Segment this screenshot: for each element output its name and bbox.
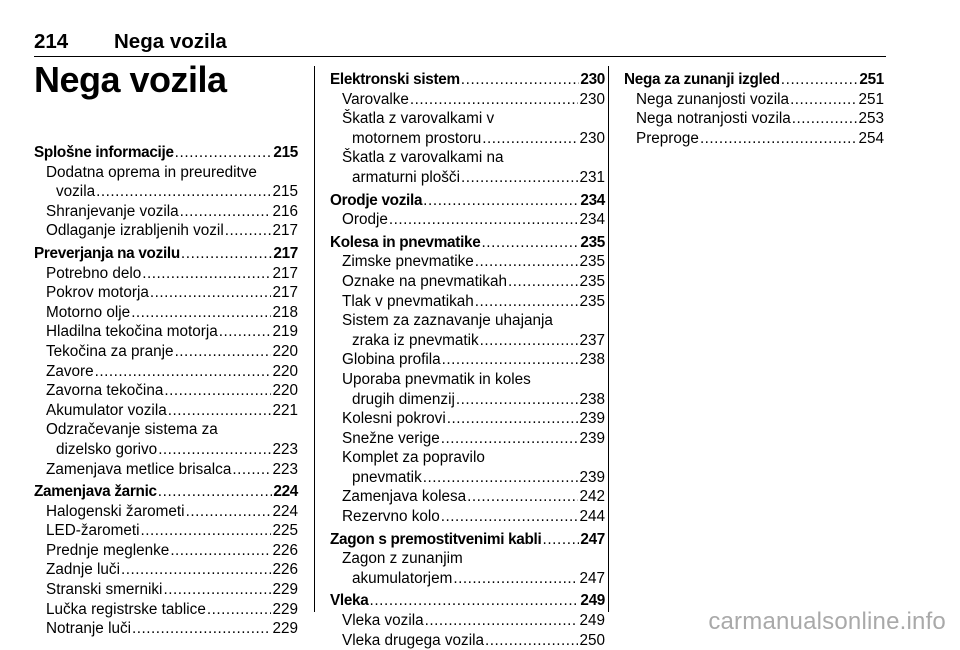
toc-entry-label: Tekočina za pranje bbox=[46, 342, 174, 360]
toc-leader-dots bbox=[170, 541, 271, 561]
toc-leader-dots bbox=[480, 331, 579, 351]
toc-page-number: 219 bbox=[272, 323, 298, 341]
toc-entry-label: Stranski smerniki bbox=[46, 581, 163, 599]
toc-entry-label: armaturni plošči bbox=[352, 168, 460, 186]
toc-entry-label[interactable]: Škatla z varovalkami v bbox=[342, 110, 495, 128]
toc-page-number: 235 bbox=[579, 253, 605, 271]
toc-entry-label: Splošne informacije bbox=[34, 144, 174, 161]
toc-leader-dots bbox=[790, 90, 857, 110]
toc-entry-label: akumulatorjem bbox=[352, 569, 453, 587]
toc-page-number: 217 bbox=[272, 264, 298, 282]
toc-leader-dots bbox=[181, 244, 272, 264]
toc-entry[interactable] bbox=[330, 350, 605, 370]
toc-page-number: 220 bbox=[272, 342, 298, 360]
toc-leader-dots bbox=[142, 264, 271, 284]
toc-page-number: 242 bbox=[579, 488, 605, 506]
toc-leader-dots bbox=[232, 460, 271, 480]
toc-leader-dots bbox=[442, 350, 579, 370]
toc-entry-label: Shranjevanje vozila bbox=[46, 202, 179, 220]
toc-leader-dots bbox=[132, 619, 271, 639]
toc-page-number: 221 bbox=[272, 401, 298, 419]
toc-leader-dots bbox=[225, 221, 272, 241]
toc-page-number: 239 bbox=[579, 429, 605, 447]
toc-page-number: 223 bbox=[272, 440, 298, 458]
toc-leader-dots bbox=[121, 560, 271, 580]
toc-entry-label: Zimske pnevmatike bbox=[342, 253, 474, 271]
toc-page-number: 254 bbox=[858, 129, 884, 147]
toc-entry-label: Prednje meglenke bbox=[46, 541, 170, 559]
toc-column-1 bbox=[34, 143, 298, 639]
toc-leader-dots bbox=[485, 631, 578, 650]
toc-leader-dots bbox=[482, 129, 578, 149]
toc-leader-dots bbox=[481, 233, 579, 253]
toc-leader-dots bbox=[175, 143, 273, 163]
toc-entry[interactable] bbox=[330, 429, 605, 449]
toc-leader-dots bbox=[475, 252, 579, 272]
toc-page-number: 229 bbox=[272, 600, 298, 618]
toc-section-entry[interactable] bbox=[34, 143, 298, 163]
toc-entry[interactable] bbox=[624, 109, 884, 129]
toc-entry-label: Zagon s premostitvenimi kabli bbox=[330, 530, 542, 548]
toc-section-entry[interactable] bbox=[330, 530, 605, 550]
toc-entry-label: Preverjanja na vozilu bbox=[34, 244, 180, 262]
toc-page-number: 226 bbox=[272, 561, 298, 579]
toc-section-entry[interactable] bbox=[330, 191, 605, 211]
toc-leader-dots bbox=[207, 600, 272, 620]
toc-entry-label: Halogenski žarometi bbox=[46, 502, 185, 520]
toc-leader-dots bbox=[131, 303, 271, 323]
chapter-title: Nega vozila bbox=[34, 59, 227, 100]
toc-page-number: 249 bbox=[580, 592, 605, 610]
toc-page-number: 231 bbox=[579, 168, 605, 186]
toc-entry-label[interactable]: Uporaba pnevmatik in koles bbox=[342, 370, 531, 388]
column-divider bbox=[608, 66, 609, 612]
toc-page-number: 223 bbox=[272, 460, 298, 478]
toc-entry-label: Zavorna tekočina bbox=[46, 382, 164, 400]
toc-leader-dots bbox=[700, 129, 858, 149]
toc-leader-dots bbox=[542, 530, 579, 550]
toc-entry-label: Zavore bbox=[46, 362, 94, 380]
toc-page-number: 251 bbox=[858, 90, 884, 108]
toc-section-entry[interactable] bbox=[330, 70, 605, 90]
toc-leader-dots bbox=[158, 482, 273, 502]
toc-entry-label: Vleka bbox=[330, 592, 369, 610]
toc-page-number: 234 bbox=[580, 191, 605, 209]
toc-entry-label: LED-žarometi bbox=[46, 522, 140, 540]
toc-leader-dots bbox=[461, 70, 580, 90]
toc-entry[interactable] bbox=[330, 168, 605, 188]
toc-page-number: 215 bbox=[272, 183, 298, 201]
toc-leader-dots bbox=[441, 429, 579, 449]
toc-leader-dots bbox=[168, 401, 272, 421]
toc-entry[interactable] bbox=[330, 468, 605, 488]
toc-leader-dots bbox=[781, 70, 859, 90]
toc-leader-dots bbox=[164, 381, 271, 401]
watermark: carmanualsonline.info bbox=[708, 608, 946, 635]
toc-page-number: 235 bbox=[580, 233, 605, 251]
toc-page-number: 229 bbox=[272, 620, 298, 638]
toc-entry-label: Rezervno kolo bbox=[342, 508, 440, 526]
toc-entry[interactable] bbox=[34, 322, 298, 342]
toc-leader-dots bbox=[441, 507, 579, 527]
toc-entry-label: Orodje bbox=[342, 211, 388, 229]
toc-page-number: 244 bbox=[579, 508, 605, 526]
toc-entry[interactable] bbox=[34, 541, 298, 561]
toc-page-number: 218 bbox=[272, 303, 298, 321]
toc-leader-dots bbox=[447, 409, 579, 429]
toc-page-number: 217 bbox=[273, 244, 298, 262]
toc-entry-label: Orodje vozila bbox=[330, 191, 423, 209]
toc-page-number: 230 bbox=[579, 129, 605, 147]
header-title: Nega vozila bbox=[114, 30, 227, 53]
toc-page-number: 238 bbox=[579, 390, 605, 408]
toc-leader-dots bbox=[425, 611, 579, 631]
toc-section-entry[interactable] bbox=[34, 482, 298, 502]
toc-entry[interactable] bbox=[34, 619, 298, 639]
toc-entry[interactable] bbox=[34, 600, 298, 620]
toc-entry-label: Kolesni pokrovi bbox=[342, 410, 446, 428]
toc-entry-label: Hladilna tekočina motorja bbox=[46, 323, 218, 341]
toc-entry-label: zraka iz pnevmatik bbox=[352, 331, 479, 349]
column-divider bbox=[314, 66, 315, 612]
toc-entry-label: Zamenjava kolesa bbox=[342, 488, 467, 506]
toc-entry[interactable] bbox=[34, 283, 298, 303]
toc-entry-label[interactable]: Sistem za zaznavanje uhajanja bbox=[342, 312, 553, 330]
toc-entry-label: Oznake na pnevmatikah bbox=[342, 272, 507, 290]
toc-leader-dots bbox=[150, 283, 272, 303]
toc-entry-label: Vleka drugega vozila bbox=[342, 631, 485, 649]
toc-entry[interactable] bbox=[34, 362, 298, 382]
toc-leader-dots bbox=[163, 580, 271, 600]
toc-entry-label: Odlaganje izrabljenih vozil bbox=[46, 222, 224, 240]
toc-page-number: 224 bbox=[272, 502, 298, 520]
toc-page-number: 225 bbox=[272, 522, 298, 540]
toc-entry[interactable] bbox=[330, 409, 605, 429]
toc-page-number: 237 bbox=[579, 331, 605, 349]
toc-entry[interactable] bbox=[34, 460, 298, 480]
toc-leader-dots bbox=[475, 292, 579, 312]
toc-page-number: 253 bbox=[858, 110, 884, 128]
toc-entry-label: dizelsko gorivo bbox=[56, 440, 158, 458]
toc-entry[interactable] bbox=[34, 521, 298, 541]
toc-page-number: 249 bbox=[579, 612, 605, 630]
toc-entry-label: vozila bbox=[56, 183, 96, 201]
toc-entry[interactable] bbox=[330, 210, 605, 230]
toc-entry[interactable] bbox=[330, 129, 605, 149]
toc-entry-label: Preproge bbox=[636, 129, 699, 147]
toc-entry-label: Zadnje luči bbox=[46, 561, 120, 579]
toc-entry-label: Zamenjava metlice brisalca bbox=[46, 460, 232, 478]
toc-page-number: 238 bbox=[579, 351, 605, 369]
toc-column-2 bbox=[330, 70, 605, 650]
toc-entry-label: Lučka registrske tablice bbox=[46, 600, 206, 618]
toc-leader-dots bbox=[508, 272, 579, 292]
toc-leader-dots bbox=[453, 569, 578, 589]
toc-entry-label: Nega za zunanji izgled bbox=[624, 71, 780, 88]
toc-section-entry[interactable] bbox=[624, 70, 884, 90]
toc-page-number: 216 bbox=[272, 202, 298, 220]
toc-entry-label: Nega zunanjosti vozila bbox=[636, 90, 790, 108]
toc-entry[interactable] bbox=[624, 90, 884, 110]
toc-entry-label[interactable]: Škatla z varovalkami na bbox=[342, 149, 504, 167]
toc-leader-dots bbox=[792, 109, 858, 129]
toc-entry[interactable] bbox=[34, 502, 298, 522]
toc-entry-label[interactable]: Zagon z zunanjim bbox=[342, 550, 463, 568]
toc-entry[interactable] bbox=[34, 401, 298, 421]
toc-entry[interactable] bbox=[34, 182, 298, 202]
toc-entry[interactable] bbox=[34, 580, 298, 600]
toc-entry-label: Nega notranjosti vozila bbox=[636, 110, 791, 128]
toc-page-number: 230 bbox=[579, 90, 605, 108]
toc-leader-dots bbox=[186, 502, 272, 522]
toc-entry[interactable] bbox=[330, 569, 605, 589]
toc-entry-label: Potrebno delo bbox=[46, 264, 142, 282]
toc-leader-dots bbox=[219, 322, 272, 342]
toc-entry[interactable] bbox=[34, 440, 298, 460]
toc-page-number: 235 bbox=[579, 292, 605, 310]
page-number: 214 bbox=[34, 30, 69, 53]
toc-entry[interactable] bbox=[34, 381, 298, 401]
toc-entry-label: Varovalke bbox=[342, 90, 409, 108]
toc-entry-label: pnevmatik bbox=[352, 468, 422, 486]
toc-entry[interactable] bbox=[330, 507, 605, 527]
toc-leader-dots bbox=[423, 191, 579, 211]
toc-entry[interactable] bbox=[34, 264, 298, 284]
toc-entry[interactable] bbox=[330, 90, 605, 110]
toc-page-number: 217 bbox=[272, 284, 298, 302]
toc-entry-label: Elektronski sistem bbox=[330, 71, 460, 88]
toc-entry-label: Pokrov motorja bbox=[46, 284, 149, 302]
toc-entry[interactable] bbox=[330, 272, 605, 292]
toc-leader-dots bbox=[180, 202, 272, 222]
toc-entry[interactable] bbox=[34, 303, 298, 323]
toc-entry[interactable] bbox=[330, 390, 605, 410]
toc-leader-dots bbox=[141, 521, 272, 541]
toc-page-number: 230 bbox=[580, 71, 605, 88]
toc-leader-dots bbox=[423, 468, 579, 488]
toc-entry-label: Zamenjava žarnic bbox=[34, 483, 157, 501]
toc-leader-dots bbox=[410, 90, 579, 110]
toc-page-number: 235 bbox=[579, 272, 605, 290]
toc-entry-label: Vleka vozila bbox=[342, 612, 424, 630]
toc-entry-label: Kolesa in pnevmatike bbox=[330, 233, 481, 251]
toc-page-number: 247 bbox=[579, 569, 605, 587]
toc-leader-dots bbox=[467, 487, 578, 507]
toc-entry[interactable] bbox=[330, 631, 605, 650]
toc-entry[interactable] bbox=[34, 342, 298, 362]
toc-page-number: 247 bbox=[580, 530, 605, 548]
toc-page-number: 224 bbox=[273, 483, 298, 501]
toc-entry[interactable] bbox=[330, 252, 605, 272]
toc-entry-label: Motorno olje bbox=[46, 303, 131, 321]
toc-leader-dots bbox=[461, 168, 579, 188]
toc-page-number: 220 bbox=[272, 382, 298, 400]
toc-page-number: 239 bbox=[579, 468, 605, 486]
toc-page-number: 220 bbox=[272, 362, 298, 380]
toc-entry[interactable] bbox=[330, 611, 605, 631]
toc-entry[interactable] bbox=[330, 487, 605, 507]
toc-leader-dots bbox=[389, 210, 579, 230]
toc-section-entry[interactable] bbox=[34, 244, 298, 264]
toc-leader-dots bbox=[95, 362, 272, 382]
toc-entry[interactable] bbox=[624, 129, 884, 149]
toc-page-number: 217 bbox=[272, 222, 298, 240]
toc-entry-label[interactable]: Odzračevanje sistema za bbox=[46, 421, 218, 439]
toc-entry-label: Snežne verige bbox=[342, 429, 440, 447]
toc-page-number: 234 bbox=[579, 211, 605, 229]
toc-page-number: 250 bbox=[579, 631, 605, 649]
toc-entry[interactable] bbox=[34, 221, 298, 241]
toc-section-entry[interactable] bbox=[330, 233, 605, 253]
toc-leader-dots bbox=[158, 440, 271, 460]
toc-entry-label[interactable]: Dodatna oprema in preureditve bbox=[46, 163, 257, 181]
toc-page-number: 229 bbox=[272, 581, 298, 599]
toc-leader-dots bbox=[96, 182, 271, 202]
toc-entry-label[interactable]: Komplet za popravilo bbox=[342, 449, 485, 467]
toc-entry-label: Tlak v pnevmatikah bbox=[342, 292, 474, 310]
page-header bbox=[34, 30, 886, 57]
toc-page-number: 251 bbox=[859, 71, 884, 88]
toc-section-entry[interactable] bbox=[330, 591, 605, 611]
toc-entry[interactable] bbox=[34, 560, 298, 580]
toc-page-number: 239 bbox=[579, 410, 605, 428]
toc-entry-label: Akumulator vozila bbox=[46, 401, 167, 419]
toc-page-number: 226 bbox=[272, 541, 298, 559]
toc-entry-label: Notranje luči bbox=[46, 620, 132, 638]
toc-entry[interactable] bbox=[330, 331, 605, 351]
toc-leader-dots bbox=[369, 591, 579, 611]
toc-page-number: 215 bbox=[273, 144, 298, 161]
toc-leader-dots bbox=[175, 342, 272, 362]
toc-entry-label: motornem prostoru bbox=[352, 129, 482, 147]
toc-leader-dots bbox=[456, 390, 579, 410]
toc-entry[interactable] bbox=[330, 292, 605, 312]
toc-entry-label: Globina profila bbox=[342, 351, 441, 369]
toc-entry-label: drugih dimenzij bbox=[352, 390, 455, 408]
toc-column-3 bbox=[624, 70, 884, 148]
toc-entry[interactable] bbox=[34, 202, 298, 222]
